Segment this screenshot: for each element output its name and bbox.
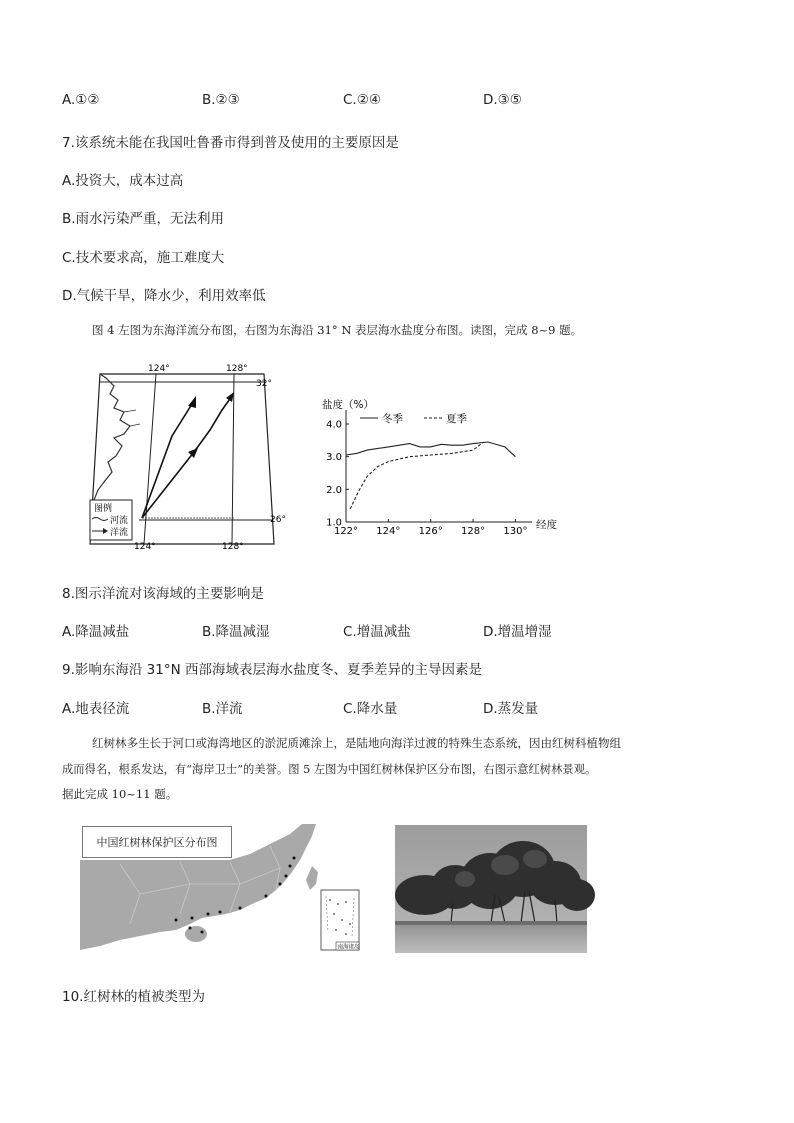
q7-option-b: B.雨水污染严重，无法利用: [62, 211, 225, 227]
series-line-summer: [350, 442, 483, 509]
bottom-lon-124-label: 124°: [134, 542, 156, 552]
mangrove-intro-line-1: 红树林多生长于河口或海湾地区的淤泥质滩涂上，是陆地向海洋过渡的特殊生态系统，因由红树科植物组: [92, 736, 621, 750]
q8-option-c: C.增温减盐: [343, 624, 411, 640]
lat-32-label: 32°: [256, 379, 272, 389]
x-tick-label: 124°: [376, 526, 401, 537]
q8-option-a: A.降温减盐: [62, 624, 130, 640]
q7-option-c: C.技术要求高，施工难度大: [62, 250, 225, 266]
mangrove-intro-line-3: 据此完成 10~11 题。: [62, 787, 178, 801]
q9-option-a: A.地表径流: [62, 701, 130, 717]
q7-option-a: A.投资大，成本过高: [62, 173, 184, 189]
bottom-lon-128-label: 128°: [222, 542, 244, 552]
x-tick-label: 128°: [461, 526, 486, 537]
y-tick-label: 2.0: [326, 484, 342, 496]
top-lon-128-label: 128°: [226, 364, 248, 374]
q9-option-b: B.洋流: [202, 701, 243, 717]
q10-stem: 10.红树林的植被类型为: [62, 989, 205, 1005]
legend-label-winter: 冬季: [382, 413, 403, 425]
x-axis-title: 经度: [536, 519, 557, 531]
q7-option-d: D.气候干旱，降水少，利用效率低: [62, 288, 266, 304]
lat-26-label: 26°: [270, 515, 286, 525]
legend-title: 图例: [94, 504, 113, 514]
x-tick-label: 126°: [418, 526, 443, 537]
salinity-chart: [318, 394, 568, 544]
q9-stem: 9.影响东海沿 31°N 西部海域表层海水盐度冬、夏季差异的主导因素是: [62, 662, 482, 678]
q6-option-c: C.②④: [343, 92, 381, 108]
map-title: 中国红树林保护区分布图: [82, 826, 232, 858]
q8-option-d: D.增温增湿: [483, 624, 552, 640]
top-lon-124-label: 124°: [148, 364, 170, 374]
south-china-sea-inset: [321, 890, 359, 950]
q8-stem: 8.图示洋流对该海域的主要影响是: [62, 586, 264, 602]
y-tick-label: 3.0: [326, 452, 342, 464]
q9-option-c: C.降水量: [343, 701, 398, 717]
y-tick-label: 1.0: [326, 517, 342, 529]
mangrove-landscape-photo: [395, 825, 587, 953]
legend-river-label: 河流: [110, 516, 129, 526]
inset-label: 南海诸岛: [337, 944, 360, 951]
fig4-current-map: [84, 360, 284, 550]
mangrove-intro-line-2: 成而得名，根系发达，有“海岸卫士”的美誉。图 5 左图为中国红树林保护区分布图，右图示意红树林景观。: [62, 763, 597, 776]
q7-stem: 7.该系统未能在我国吐鲁番市得到普及使用的主要原因是: [62, 135, 399, 151]
q6-option-b: B.②③: [202, 92, 240, 108]
legend-current-label: 洋流: [110, 528, 129, 538]
q6-option-d: D.③⑤: [483, 92, 522, 108]
q8-option-b: B.降温减湿: [202, 624, 270, 640]
q6-option-a: A.①②: [62, 92, 100, 108]
y-tick-label: 4.0: [326, 419, 342, 431]
fig4-intro: 图 4 左图为东海洋流分布图，右图为东海沿 31° N 表层海水盐度分布图。读图，完成 8~9 题。: [92, 323, 583, 337]
legend-label-summer: 夏季: [446, 413, 467, 425]
y-axis-title: 盐度（%）: [322, 399, 374, 411]
q9-option-d: D.蒸发量: [483, 701, 539, 717]
x-tick-label: 122°: [333, 526, 359, 537]
x-tick-label: 130°: [503, 526, 528, 537]
